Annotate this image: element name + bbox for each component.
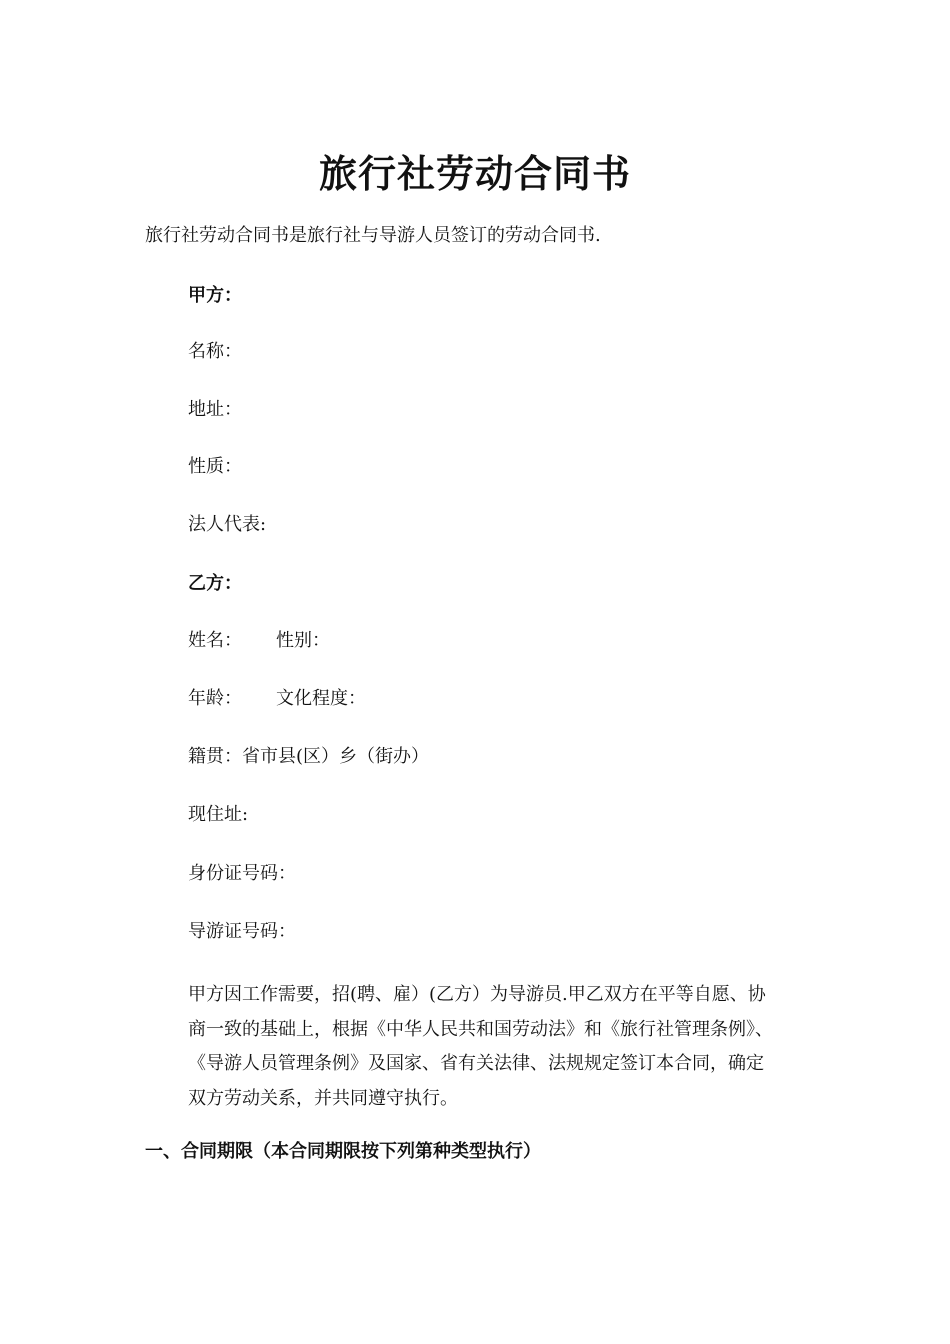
paragraph-line: 商一致的基础上，根据《中华人民共和国劳动法》和《旅行社管理条例》、 xyxy=(188,1018,773,1040)
party-b-id-number-label: 身份证号码： xyxy=(188,863,296,884)
paragraph-line: 双方劳动关系，并共同遵守执行。 xyxy=(188,1087,458,1109)
party-a-legal-rep-label: 法人代表: xyxy=(188,514,267,535)
party-b-gender-label: 性别： xyxy=(276,630,330,651)
party-b-age-label: 年龄： xyxy=(188,688,242,709)
paragraph-line: 甲方因工作需要，招(聘、雇）(乙方）为导游员.甲乙双方在平等自愿、协 xyxy=(188,984,766,1005)
party-a-heading: 甲方： xyxy=(188,285,242,306)
party-b-guide-cert-label: 导游证号码： xyxy=(188,921,296,942)
section-1-heading: 一、合同期限（本合同期限按下列第种类型执行） xyxy=(145,1141,541,1162)
party-a-name-label: 名称： xyxy=(188,341,242,362)
paragraph-line: 《导游人员管理条例》及国家、省有关法律、法规规定签订本合同，确定 xyxy=(188,1053,764,1074)
party-b-age-education-row xyxy=(188,687,366,711)
party-a-nature-label: 性质： xyxy=(188,456,242,477)
party-b-heading: 乙方： xyxy=(188,573,242,594)
party-a-address-label: 地址： xyxy=(188,399,242,420)
document-title: 旅行社劳动合同书 xyxy=(318,152,631,196)
party-b-native-place-label: 籍贯：省市县(区）乡（街办） xyxy=(188,746,430,767)
party-b-current-address-label: 现住址: xyxy=(188,804,249,825)
party-b-name-gender-row xyxy=(188,629,330,653)
party-b-education-label: 文化程度： xyxy=(276,688,366,709)
contract-preamble-paragraph xyxy=(188,978,808,1116)
intro-text: 旅行社劳动合同书是旅行社与导游人员签订的劳动合同书. xyxy=(145,225,601,246)
party-b-name-label: 姓名： xyxy=(188,630,242,651)
